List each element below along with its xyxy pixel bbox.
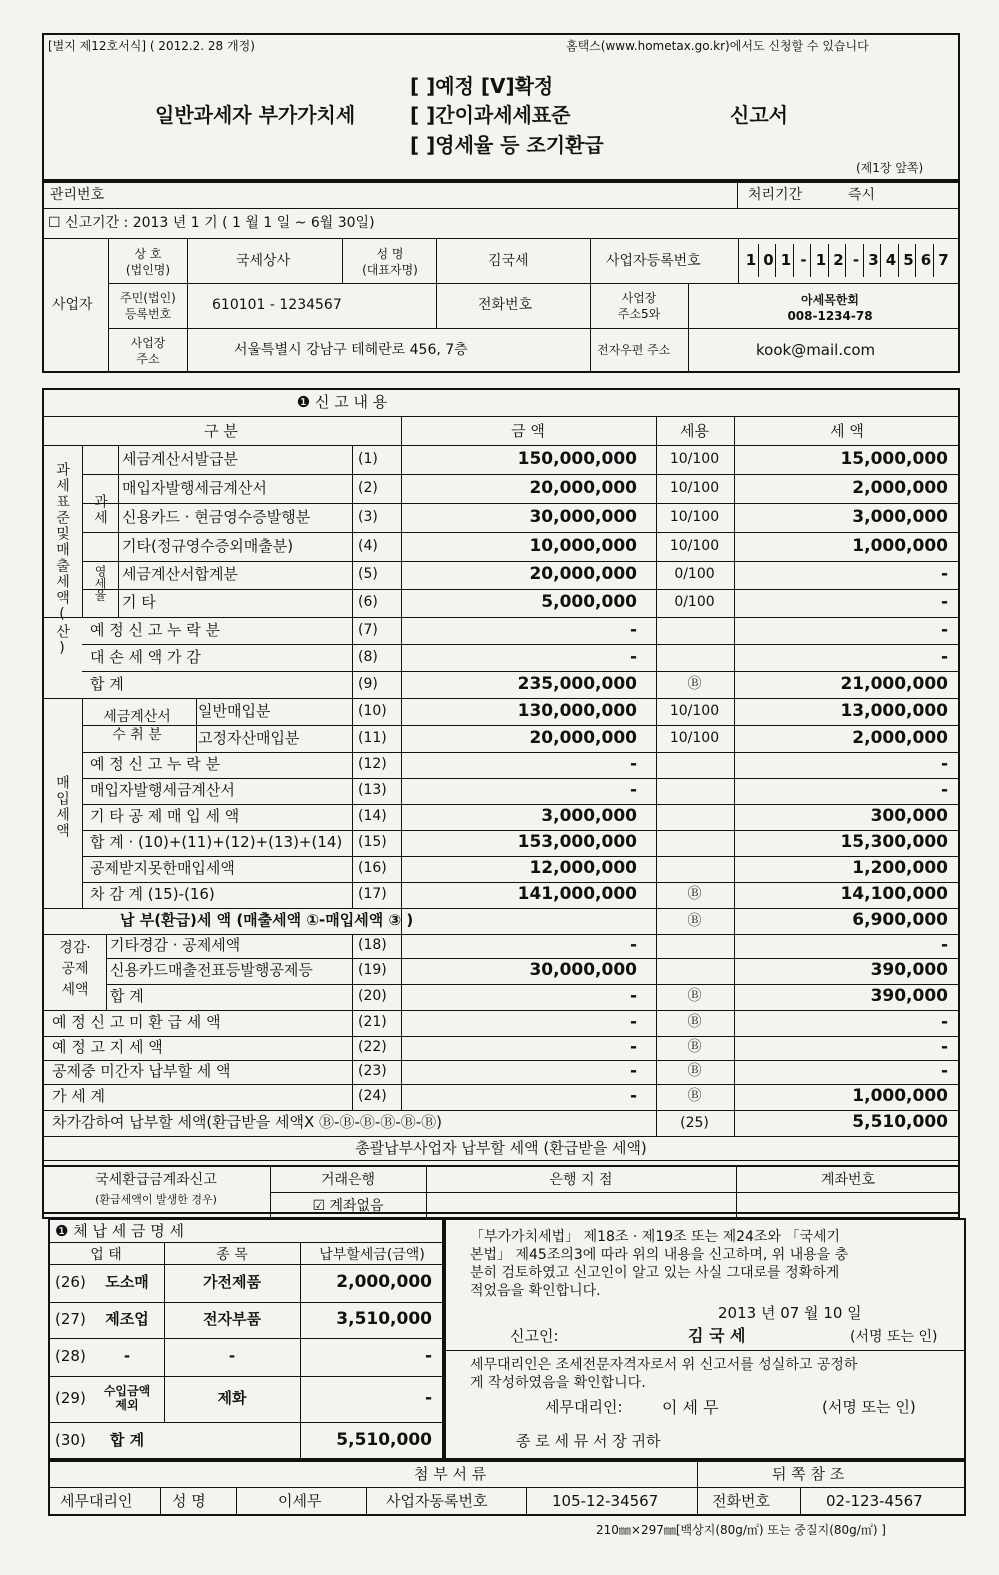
- arrears-item: -: [228, 1347, 236, 1365]
- row-number: (23): [358, 1063, 387, 1079]
- arrears-number: (26): [55, 1273, 86, 1291]
- col-divider: [352, 445, 353, 908]
- row-rate: Ⓑ: [687, 1039, 702, 1055]
- row-tax: 390,000: [870, 986, 948, 1006]
- reg-digit: 0: [763, 251, 774, 269]
- row-divider: [82, 752, 352, 753]
- report-date: 2013 년 07 월 10 일: [718, 1304, 862, 1322]
- row-divider: [82, 882, 960, 883]
- content-title: ❶ 신 고 내 용: [296, 393, 388, 411]
- row-amount: -: [629, 780, 637, 800]
- name-label: 상 호 (법인명): [125, 247, 171, 277]
- row-tax: -: [940, 647, 948, 667]
- reg-digit: 2: [833, 251, 844, 269]
- row-divider: [82, 474, 960, 475]
- name-value: 국세상사: [236, 253, 291, 269]
- arrears-amount: -: [424, 1388, 432, 1408]
- row-number: (5): [358, 566, 378, 582]
- row-tax: -: [940, 620, 948, 640]
- row-divider: [82, 804, 960, 805]
- digit-divider: [793, 244, 794, 277]
- refund-label: 국세환급금계좌신고: [95, 1172, 217, 1188]
- arrears-amount: 5,510,000: [336, 1430, 432, 1450]
- agent-name-label: 성 명: [172, 1492, 206, 1510]
- arrears-divider: [48, 1422, 444, 1423]
- row-label: 매입자발행세금계산서: [122, 479, 267, 497]
- row-tax: 1,000,000: [852, 536, 948, 556]
- row-divider: [106, 984, 960, 985]
- row-amount: 5,000,000: [541, 592, 637, 612]
- option-zero-rate: [ ]영세율 등 조기환급: [410, 133, 604, 157]
- row-tax: 390,000: [870, 960, 948, 980]
- addr-value: 서울특별시 강남구 테헤란로 456, 7층: [234, 342, 468, 358]
- row-amount: -: [629, 1012, 637, 1032]
- row-label: 신용카드매출전표등발행공제등: [110, 961, 313, 979]
- process-label: 처리기간: [748, 187, 803, 203]
- addr-label: 사업장 주소: [130, 336, 166, 366]
- row-tax: 2,000,000: [852, 478, 948, 498]
- digit-divider: [810, 244, 811, 277]
- digit-divider: [915, 244, 916, 277]
- col-divider: [401, 934, 402, 1110]
- row-label: 기 타: [122, 593, 156, 611]
- row-amount: -: [629, 754, 637, 774]
- sales-group-label: 과세표준및매출세액(산): [54, 462, 70, 658]
- row-label: 기타(정규영수증외매출분): [122, 537, 294, 555]
- row-amount: -: [629, 1061, 637, 1081]
- reg-digit: 6: [920, 251, 932, 269]
- row-label: 공제받지못한매입세액: [90, 859, 235, 877]
- reg-digits: [740, 238, 960, 283]
- row-divider: [42, 1036, 960, 1037]
- agent-sign: (서명 또는 인): [822, 1398, 916, 1416]
- row-number: (3): [358, 509, 378, 525]
- row-divider: [42, 1060, 960, 1061]
- row-amount: 235,000,000: [517, 674, 637, 694]
- row-tax: 13,000,000: [840, 701, 948, 721]
- row-divider: [82, 671, 960, 672]
- reg-digit: 1: [745, 251, 757, 269]
- arrears-head: 업 태: [90, 1247, 122, 1263]
- agent-phone: 02-123-4567: [826, 1492, 923, 1510]
- row-number: (15): [358, 834, 387, 850]
- arrears-divider: [48, 1302, 444, 1303]
- row-amount: -: [629, 986, 637, 1006]
- row-rate: 10/100: [669, 730, 720, 746]
- report-period: ☐ 신고기간 : 2013 년 1 기 ( 1 월 1 일 ~ 6월 30일): [48, 215, 375, 231]
- row-tax: 14,100,000: [840, 884, 948, 904]
- row-number: (20): [358, 988, 387, 1004]
- row-label: 예 정 고 지 세 액: [52, 1038, 163, 1056]
- row-tax: -: [940, 564, 948, 584]
- row-amount: 153,000,000: [517, 832, 637, 852]
- reg-digit: 1: [815, 251, 827, 269]
- process-value: 즉시: [848, 187, 876, 203]
- row-divider: [82, 830, 960, 831]
- email-value: kook@mail.com: [756, 341, 876, 359]
- reg-digit: 5: [903, 251, 914, 269]
- row-number: (11): [358, 730, 387, 746]
- row-amount: 150,000,000: [517, 449, 637, 469]
- row-divider: [82, 589, 960, 590]
- row-number: (22): [358, 1039, 387, 1055]
- row-tax: 15,000,000: [840, 449, 948, 469]
- row-tax: -: [940, 1037, 948, 1057]
- row-tax: -: [940, 592, 948, 612]
- row-divider: [82, 532, 960, 533]
- arrears-col: [300, 1242, 301, 1460]
- agent-reg: 105-12-34567: [552, 1492, 659, 1510]
- taxable-group-label: 과세: [92, 494, 108, 526]
- id-value: 610101 - 1234567: [212, 297, 342, 313]
- arrears-head: 종 목: [216, 1247, 248, 1263]
- digit-divider: [758, 244, 759, 277]
- row-number: (4): [358, 538, 378, 554]
- row-amount: 3,000,000: [541, 806, 637, 826]
- row-divider: [42, 1136, 960, 1137]
- row-divider: [106, 958, 960, 959]
- arrears-col: [164, 1242, 165, 1422]
- row-rate: 10/100: [669, 451, 720, 467]
- row-number: (9): [358, 676, 378, 692]
- row-amount: 10,000,000: [529, 536, 637, 556]
- col-divider: [106, 934, 107, 1010]
- arrears-amount: 2,000,000: [336, 1272, 432, 1292]
- payable-tax: 6,900,000: [852, 910, 948, 930]
- reg-digit: 7: [938, 251, 949, 269]
- digit-divider: [863, 244, 864, 277]
- arrears-head: 납부할세금(금액): [319, 1247, 425, 1263]
- reg-digit: 4: [885, 251, 897, 269]
- row-rate: 0/100: [674, 566, 715, 582]
- business-section-label: 사업자: [52, 297, 93, 313]
- row-rate: Ⓑ: [687, 988, 702, 1004]
- arrears-number: (27): [55, 1310, 86, 1328]
- reg-digit: 3: [868, 251, 879, 269]
- no-account-checkbox[interactable]: ☑ 계좌없음: [312, 1198, 384, 1214]
- reg-digit: -: [852, 251, 860, 269]
- arrears-number: (30): [55, 1431, 86, 1449]
- agent-name: 이 세 무: [662, 1398, 719, 1417]
- digit-divider: [933, 244, 934, 277]
- reporter-sign: (서명 또는 인): [850, 1329, 938, 1345]
- row-divider: [42, 1110, 960, 1111]
- row-tax: 15,300,000: [840, 832, 948, 852]
- final-number: (25): [680, 1115, 709, 1131]
- rep-label: 성 명 (대표자명): [362, 247, 418, 277]
- row-divider: [42, 1084, 960, 1085]
- deduct-group-label: 경감· 공제 세액: [59, 940, 91, 998]
- agent-row-label: 세무대리인: [60, 1492, 133, 1510]
- row-divider: [82, 503, 960, 504]
- row-label: 기타경감 · 공제세액: [110, 936, 241, 954]
- attach-ref: 뒤 쪽 참 조: [772, 1465, 845, 1483]
- arrears-biz: -: [123, 1347, 131, 1365]
- head-amount: 금 액: [511, 422, 545, 440]
- reporter-name: 김 국 세: [688, 1326, 746, 1345]
- row-tax: -: [940, 1012, 948, 1032]
- row-label: 합 계 · (10)+(11)+(12)+(13)+(14): [90, 833, 343, 851]
- bank-head: 거래은행: [320, 1172, 376, 1188]
- head-rate: 세용: [680, 422, 709, 440]
- arrears-divider: [48, 1376, 444, 1377]
- row-amount: -: [629, 935, 637, 955]
- arrears-item: 가전제품: [203, 1273, 261, 1291]
- row-rate: 10/100: [669, 538, 720, 554]
- branch-head: 은행 지 점: [549, 1172, 613, 1188]
- arrears-biz: 도소매: [105, 1273, 149, 1291]
- head-gubun: 구 분: [204, 422, 238, 440]
- reg-label: 사업자등록번호: [606, 253, 701, 269]
- col-divider: [656, 934, 657, 1136]
- row-number: (16): [358, 860, 387, 876]
- row-tax: -: [940, 935, 948, 955]
- row-rate: 0/100: [674, 594, 715, 610]
- digit-divider: [845, 244, 846, 277]
- row-label: 합 계: [90, 675, 124, 693]
- row-amount: 130,000,000: [517, 701, 637, 721]
- row-amount: -: [629, 647, 637, 667]
- agent-phone-label: 전화번호: [712, 1492, 770, 1510]
- col-divider: [352, 934, 353, 1110]
- row-divider: [42, 934, 960, 935]
- row-divider: [42, 908, 960, 909]
- row-label: 가 세 계: [52, 1087, 106, 1105]
- row-amount: 30,000,000: [529, 960, 637, 980]
- arrears-divider: [48, 1242, 444, 1243]
- row-number: (7): [358, 622, 378, 638]
- row-tax: 3,000,000: [852, 507, 948, 527]
- col-divider: [196, 698, 197, 752]
- zero-group-label: 영세율: [93, 565, 107, 601]
- col-divider: [118, 445, 119, 617]
- site-value: 아세목한회 008-1234-78: [787, 293, 873, 323]
- row-divider: [82, 644, 960, 645]
- row-amount: 20,000,000: [529, 728, 637, 748]
- option-confirm: [ ]예정 [V]확정: [410, 74, 554, 98]
- head-tax: 세 액: [830, 422, 864, 440]
- tax-office: 종 로 세 뮤 서 장 귀하: [516, 1432, 661, 1450]
- row-amount: 141,000,000: [517, 884, 637, 904]
- row-number: (2): [358, 480, 378, 496]
- row-divider: [42, 1160, 960, 1161]
- arrears-amount: -: [424, 1346, 432, 1366]
- row-label: 매입자발행세금계산서: [90, 781, 235, 799]
- row-number: (14): [358, 808, 387, 824]
- payable-label: 납 부(환급)세 액 (매출세액 ①-매입세액 ③ ): [120, 911, 414, 929]
- row-divider: [82, 778, 960, 779]
- col-divider: [82, 445, 83, 617]
- agent-text: 세무대리인은 조세전문자격자로서 위 신고서를 성실하고 공정하 게 작성하였음을 확인합니다.: [470, 1357, 858, 1391]
- account-head: 계좌번호: [820, 1172, 876, 1188]
- agent-row-name: 이세무: [278, 1492, 322, 1510]
- row-label: 예 정 신 고 누 락 분: [90, 755, 221, 773]
- email-label: 전자우편 주소: [597, 343, 671, 357]
- row-amount: 12,000,000: [529, 858, 637, 878]
- form-number: [별지 제12호서식] ( 2012.2. 28 개정): [48, 39, 255, 53]
- row-rate: Ⓑ: [687, 1088, 702, 1104]
- row-divider: [82, 725, 960, 726]
- row-divider: [42, 698, 960, 699]
- row-amount: 20,000,000: [529, 478, 637, 498]
- digit-divider: [828, 244, 829, 277]
- row-divider: [42, 617, 960, 618]
- row-number: (6): [358, 594, 378, 610]
- row-rate: 10/100: [669, 703, 720, 719]
- arrears-item: 전자부품: [203, 1310, 261, 1328]
- row-label: 세금계산서발급분: [122, 450, 238, 468]
- row-amount: -: [629, 1037, 637, 1057]
- arrears-title: ❶ 체 납 세 금 명 세: [55, 1222, 184, 1240]
- row-label: 예 정 신 고 미 환 급 세 액: [52, 1013, 221, 1031]
- row-label: 공제중 미간자 납부할 세 액: [52, 1062, 231, 1080]
- purchase-group-label: 매입세액: [54, 775, 70, 839]
- row-label: 대 손 세 액 가 감: [90, 648, 201, 666]
- row-number: (12): [358, 756, 387, 772]
- admin-label: 관리번호: [50, 187, 105, 203]
- reporter-label: 신고인:: [510, 1327, 559, 1345]
- arrears-item: 제화: [217, 1389, 247, 1407]
- row-number: (17): [358, 886, 387, 902]
- row-rate: 10/100: [669, 480, 720, 496]
- declaration-text: 「부가가치세법」 제18조 · 제19조 또는 제24조와 「국세기 본법」 제45조의3에 따라 위의 내용을 신고하며, 위 내용을 충 분히 검토하였고 신고인이 알고 있는 사실 그대로를 정확하게 적었음을 확인합니다.: [470, 1229, 849, 1299]
- row-tax: 1,000,000: [852, 1086, 948, 1106]
- row-number: (24): [358, 1088, 387, 1104]
- id-label: 주민(법인) 등록번호: [120, 291, 176, 321]
- final-label: 차가감하여 납부할 세액(환급받을 세액X Ⓑ-Ⓑ-Ⓑ-Ⓑ-Ⓑ-Ⓑ): [52, 1113, 442, 1131]
- row-divider: [42, 1010, 960, 1011]
- row-rate: Ⓑ: [687, 886, 702, 902]
- option-simplified: [ ]간이과세세표준: [410, 103, 571, 127]
- row-number: (1): [358, 451, 378, 467]
- row-label: 고정자산매입분: [198, 729, 300, 747]
- row-tax: -: [940, 780, 948, 800]
- row-label: 차 감 계 (15)-(16): [90, 885, 215, 903]
- arrears-divider: [48, 1338, 444, 1339]
- row-divider: [42, 445, 960, 446]
- hometax-note: 홈택스(www.hometax.go.kr)에서도 신청할 수 있습니다: [566, 39, 869, 53]
- page-note: (제1장 앞쪽): [856, 161, 924, 175]
- row-label: 예 정 신 고 누 락 분: [90, 621, 221, 639]
- row-number: (21): [358, 1014, 387, 1030]
- row-tax: -: [940, 754, 948, 774]
- digit-divider: [880, 244, 881, 277]
- row-number: (13): [358, 782, 387, 798]
- site-label: 사업장 주소5와: [617, 291, 661, 321]
- row-rate: Ⓑ: [687, 1014, 702, 1030]
- arrears-number: (28): [55, 1347, 86, 1365]
- digit-divider: [898, 244, 899, 277]
- arrears-divider: [48, 1264, 444, 1265]
- rep-value: 김국세: [488, 253, 529, 269]
- row-label: 세금계산서합계분: [122, 565, 238, 583]
- phone-label: 전화번호: [478, 297, 533, 313]
- row-divider: [82, 856, 960, 857]
- consolidated-label: 총괄납부사업자 납부할 세액 (환급받을 세액): [355, 1139, 647, 1157]
- row-divider: [82, 561, 352, 562]
- row-rate: Ⓑ: [687, 676, 702, 692]
- row-number: (18): [358, 937, 387, 953]
- row-amount: 20,000,000: [529, 564, 637, 584]
- row-amount: -: [629, 1086, 637, 1106]
- final-tax: 5,510,000: [852, 1112, 948, 1132]
- arrears-biz: 수입금액 제외: [103, 1384, 151, 1412]
- row-number: (10): [358, 703, 387, 719]
- row-tax: -: [940, 1061, 948, 1081]
- row-tax: 1,200,000: [852, 858, 948, 878]
- row-rate: 10/100: [669, 509, 720, 525]
- paper-spec: 210㎜×297㎜[백상지(80g/㎡) 또는 중질지(80g/㎡) ]: [596, 1523, 886, 1537]
- form-title: 일반과세자 부가가치세: [155, 103, 356, 127]
- row-label: 신용카드 · 현금영수증발행분: [122, 508, 311, 526]
- arrears-biz: 제조업: [105, 1310, 149, 1328]
- arrears-amount: 3,510,000: [336, 1309, 432, 1329]
- digit-divider: [775, 244, 776, 277]
- row-tax: 300,000: [870, 806, 948, 826]
- agent-reg-label: 사업자동록번호: [386, 1492, 488, 1510]
- report-word: 신고서: [730, 103, 788, 127]
- col-divider: [734, 416, 735, 1136]
- reg-digit: -: [800, 251, 807, 269]
- attach-label: 첨 부 서 류: [414, 1465, 487, 1483]
- row-amount: -: [629, 620, 637, 640]
- row-tax: 2,000,000: [852, 728, 948, 748]
- refund-note: (환급세액이 발생한 경우): [95, 1193, 217, 1206]
- row-label: 합 계: [110, 987, 144, 1005]
- row-number: (8): [358, 649, 378, 665]
- reg-digit: 1: [780, 251, 792, 269]
- arrears-biz: 합 계: [109, 1431, 145, 1449]
- row-tax: 21,000,000: [840, 674, 948, 694]
- payable-rate: Ⓑ: [687, 913, 702, 929]
- invoice-label: 세금계산서 수 취 분: [103, 709, 171, 743]
- row-rate: Ⓑ: [687, 1063, 702, 1079]
- row-label: 기 타 공 제 매 입 세 액: [90, 807, 240, 825]
- row-label: 일반매입분: [198, 702, 271, 720]
- arrears-number: (29): [55, 1389, 86, 1407]
- agent-label: 세무대리인:: [545, 1398, 623, 1416]
- row-amount: 30,000,000: [529, 507, 637, 527]
- row-number: (19): [358, 962, 387, 978]
